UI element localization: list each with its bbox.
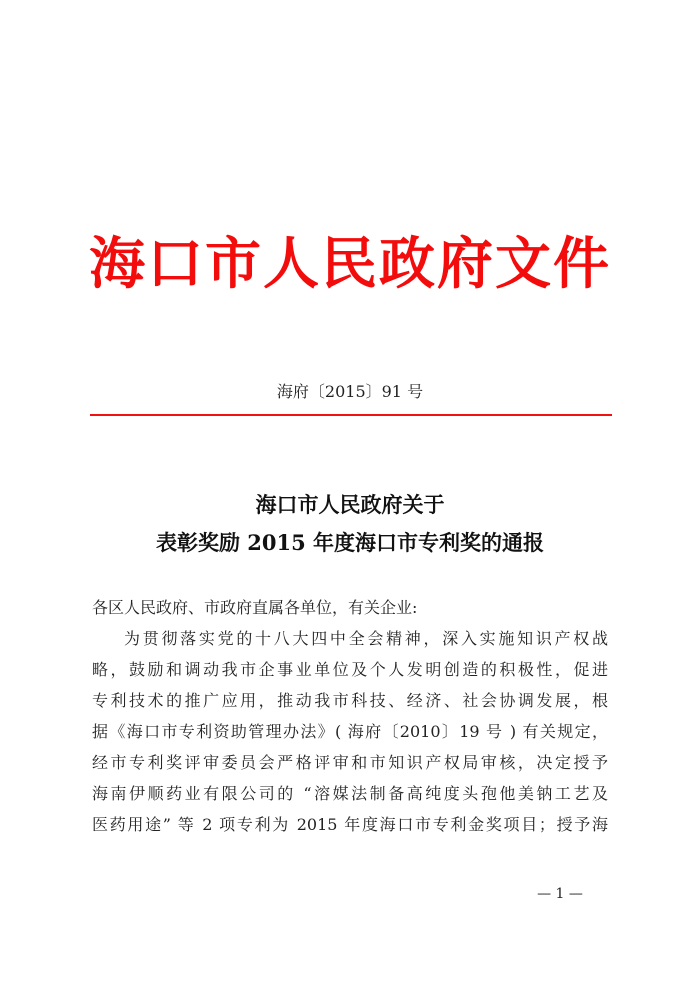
document-number: 海府〔2015〕91 号: [276, 382, 424, 401]
body-line: 为贯彻落实党的十八大四中全会精神，深入实施知识产权战: [124, 629, 608, 648]
page-number: — 1 —: [537, 886, 583, 902]
body-line: 海南伊顺药业有限公司的 “溶媒法制备高纯度头孢他美钠工艺及: [92, 784, 608, 803]
body-line: 医药用途” 等 2 项专利为 2015 年度海口市专利金奖项目；授予海: [92, 815, 608, 834]
document-body: [92, 592, 608, 840]
document-title: [0, 486, 700, 562]
salutation: 各区人民政府、市政府直属各单位，有关企业:: [92, 598, 418, 617]
body-line: 略，鼓励和调动我市企事业单位及个人发明创造的积极性，促进: [92, 660, 608, 679]
red-divider-rule: [90, 414, 612, 416]
title-line-1: 海口市人民政府关于: [255, 492, 445, 517]
body-line: 专利技术的推广应用，推动我市科技、经济、社会协调发展，根: [92, 691, 608, 710]
body-line: 据《海口市专利资助管理办法》( 海府〔2010〕19 号 ) 有关规定，: [92, 722, 608, 741]
document-masthead: 海口市人民政府文件: [89, 231, 611, 297]
title-line-2: 表彰奖励 2015 年度海口市专利奖的通报: [155, 530, 545, 555]
body-line: 经市专利奖评审委员会严格评审和市知识产权局审核，决定授予: [92, 753, 608, 772]
